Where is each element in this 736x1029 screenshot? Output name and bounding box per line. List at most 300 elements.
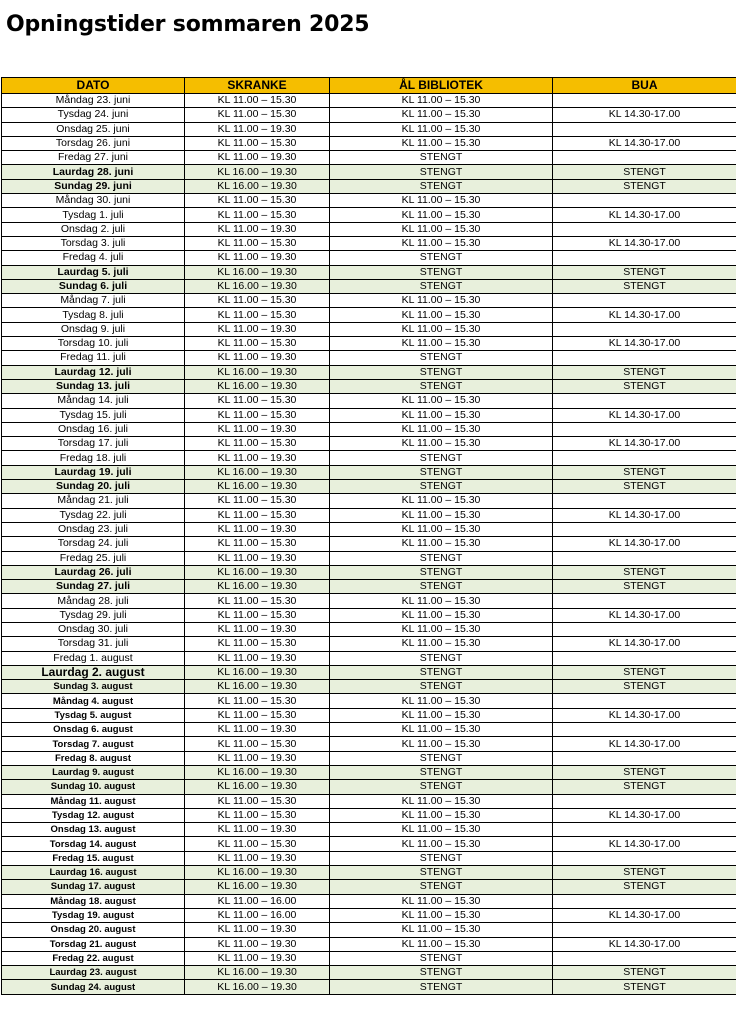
cell-date: Måndag 18. august	[2, 894, 185, 908]
table-row	[2, 837, 736, 851]
cell-al-bibliotek: STENGT	[330, 351, 553, 365]
cell-bua: STENGT	[553, 980, 736, 994]
cell-date: Fredag 27. juni	[2, 151, 185, 165]
cell-date: Torsdag 3. juli	[2, 236, 185, 250]
cell-date: Fredag 25. juli	[2, 551, 185, 565]
cell-al-bibliotek: STENGT	[330, 951, 553, 965]
cell-date: Tysdag 29. juli	[2, 608, 185, 622]
cell-date: Torsdag 14. august	[2, 837, 185, 851]
table-row	[2, 937, 736, 951]
cell-date: Sundag 27. juli	[2, 580, 185, 594]
cell-bua	[553, 122, 736, 136]
table-row	[2, 723, 736, 737]
table-row	[2, 737, 736, 751]
cell-skranke: KL 11.00 – 15.30	[185, 737, 330, 751]
table-row	[2, 394, 736, 408]
cell-skranke: KL 11.00 – 19.30	[185, 923, 330, 937]
cell-date: Torsdag 24. juli	[2, 537, 185, 551]
table-row	[2, 408, 736, 422]
cell-skranke: KL 11.00 – 19.30	[185, 751, 330, 765]
cell-al-bibliotek: STENGT	[330, 880, 553, 894]
cell-al-bibliotek: KL 11.00 – 15.30	[330, 537, 553, 551]
cell-date: Fredag 8. august	[2, 751, 185, 765]
cell-date: Onsdag 16. juli	[2, 422, 185, 436]
cell-al-bibliotek: KL 11.00 – 15.30	[330, 236, 553, 250]
table-row	[2, 966, 736, 980]
cell-bua	[553, 251, 736, 265]
cell-al-bibliotek: STENGT	[330, 551, 553, 565]
table-row	[2, 236, 736, 250]
cell-al-bibliotek: KL 11.00 – 15.30	[330, 94, 553, 108]
cell-skranke: KL 16.00 – 19.30	[185, 980, 330, 994]
cell-date: Sundag 20. juli	[2, 480, 185, 494]
cell-bua	[553, 494, 736, 508]
cell-date: Laurdag 2. august	[2, 665, 185, 679]
page-title: Opningstider sommaren 2025	[6, 12, 370, 37]
table-row	[2, 794, 736, 808]
cell-date: Laurdag 19. juli	[2, 465, 185, 479]
cell-skranke: KL 16.00 – 19.30	[185, 465, 330, 479]
cell-al-bibliotek: STENGT	[330, 165, 553, 179]
table-row	[2, 651, 736, 665]
cell-date: Måndag 14. juli	[2, 394, 185, 408]
cell-date: Sundag 13. juli	[2, 379, 185, 393]
cell-date: Sundag 10. august	[2, 780, 185, 794]
table-row	[2, 465, 736, 479]
cell-date: Tysdag 8. juli	[2, 308, 185, 322]
cell-al-bibliotek: KL 11.00 – 15.30	[330, 708, 553, 722]
cell-al-bibliotek: STENGT	[330, 565, 553, 579]
table-row	[2, 751, 736, 765]
cell-date: Måndag 21. juli	[2, 494, 185, 508]
cell-date: Måndag 11. august	[2, 794, 185, 808]
cell-date: Onsdag 23. juli	[2, 522, 185, 536]
cell-bua: KL 14.30-17.00	[553, 108, 736, 122]
cell-bua	[553, 551, 736, 565]
table-row	[2, 108, 736, 122]
table-row	[2, 637, 736, 651]
cell-date: Sundag 6. juli	[2, 279, 185, 293]
cell-al-bibliotek: STENGT	[330, 851, 553, 865]
cell-skranke: KL 11.00 – 15.30	[185, 208, 330, 222]
cell-bua: KL 14.30-17.00	[553, 908, 736, 922]
cell-date: Fredag 18. juli	[2, 451, 185, 465]
cell-al-bibliotek: KL 11.00 – 15.30	[330, 937, 553, 951]
cell-skranke: KL 11.00 – 19.30	[185, 222, 330, 236]
cell-date: Laurdag 9. august	[2, 765, 185, 779]
cell-bua: KL 14.30-17.00	[553, 236, 736, 250]
cell-al-bibliotek: STENGT	[330, 279, 553, 293]
cell-bua	[553, 151, 736, 165]
cell-date: Fredag 1. august	[2, 651, 185, 665]
cell-al-bibliotek: KL 11.00 – 15.30	[330, 494, 553, 508]
cell-bua	[553, 394, 736, 408]
cell-al-bibliotek: KL 11.00 – 15.30	[330, 194, 553, 208]
cell-bua: STENGT	[553, 966, 736, 980]
cell-bua: KL 14.30-17.00	[553, 337, 736, 351]
cell-skranke: KL 16.00 – 19.30	[185, 179, 330, 193]
cell-skranke: KL 11.00 – 15.30	[185, 508, 330, 522]
cell-al-bibliotek: STENGT	[330, 680, 553, 694]
table-row	[2, 251, 736, 265]
cell-skranke: KL 11.00 – 15.30	[185, 694, 330, 708]
cell-date: Laurdag 26. juli	[2, 565, 185, 579]
cell-date: Torsdag 21. august	[2, 937, 185, 951]
header-skranke: SKRANKE	[185, 78, 330, 94]
cell-al-bibliotek: KL 11.00 – 15.30	[330, 737, 553, 751]
table-row	[2, 337, 736, 351]
cell-date: Måndag 23. juni	[2, 94, 185, 108]
cell-skranke: KL 11.00 – 15.30	[185, 794, 330, 808]
cell-al-bibliotek: KL 11.00 – 15.30	[330, 208, 553, 222]
cell-al-bibliotek: STENGT	[330, 451, 553, 465]
cell-bua	[553, 422, 736, 436]
table-row	[2, 808, 736, 822]
cell-skranke: KL 16.00 – 19.30	[185, 365, 330, 379]
cell-date: Onsdag 20. august	[2, 923, 185, 937]
cell-date: Tysdag 5. august	[2, 708, 185, 722]
table-row	[2, 208, 736, 222]
table-row	[2, 580, 736, 594]
table-row	[2, 594, 736, 608]
cell-skranke: KL 16.00 – 19.30	[185, 665, 330, 679]
cell-skranke: KL 11.00 – 19.30	[185, 951, 330, 965]
table-row	[2, 708, 736, 722]
cell-skranke: KL 11.00 – 19.30	[185, 937, 330, 951]
cell-date: Sundag 29. juni	[2, 179, 185, 193]
table-row	[2, 136, 736, 150]
cell-skranke: KL 11.00 – 19.30	[185, 422, 330, 436]
cell-bua	[553, 451, 736, 465]
cell-date: Torsdag 10. juli	[2, 337, 185, 351]
cell-al-bibliotek: KL 11.00 – 15.30	[330, 222, 553, 236]
cell-bua	[553, 322, 736, 336]
cell-skranke: KL 11.00 – 15.30	[185, 808, 330, 822]
cell-al-bibliotek: KL 11.00 – 15.30	[330, 808, 553, 822]
cell-date: Tysdag 19. august	[2, 908, 185, 922]
cell-al-bibliotek: STENGT	[330, 151, 553, 165]
cell-al-bibliotek: STENGT	[330, 365, 553, 379]
cell-skranke: KL 16.00 – 19.30	[185, 265, 330, 279]
table-row	[2, 122, 736, 136]
cell-skranke: KL 11.00 – 15.30	[185, 236, 330, 250]
cell-bua	[553, 594, 736, 608]
cell-date: Laurdag 23. august	[2, 966, 185, 980]
cell-bua: STENGT	[553, 780, 736, 794]
table-row	[2, 480, 736, 494]
cell-bua: STENGT	[553, 265, 736, 279]
cell-al-bibliotek: STENGT	[330, 580, 553, 594]
table-row	[2, 537, 736, 551]
cell-date: Måndag 7. juli	[2, 294, 185, 308]
cell-al-bibliotek: KL 11.00 – 15.30	[330, 837, 553, 851]
cell-bua: KL 14.30-17.00	[553, 937, 736, 951]
table-row	[2, 351, 736, 365]
cell-bua	[553, 723, 736, 737]
cell-bua: STENGT	[553, 866, 736, 880]
cell-bua: KL 14.30-17.00	[553, 837, 736, 851]
table-row	[2, 165, 736, 179]
table-row	[2, 765, 736, 779]
cell-date: Onsdag 6. august	[2, 723, 185, 737]
table-row	[2, 94, 736, 108]
cell-date: Torsdag 31. juli	[2, 637, 185, 651]
cell-bua: STENGT	[553, 165, 736, 179]
cell-al-bibliotek: KL 11.00 – 15.30	[330, 823, 553, 837]
table-body	[2, 94, 736, 995]
cell-bua: STENGT	[553, 680, 736, 694]
cell-skranke: KL 11.00 – 19.30	[185, 351, 330, 365]
cell-skranke: KL 16.00 – 19.30	[185, 780, 330, 794]
cell-skranke: KL 16.00 – 19.30	[185, 680, 330, 694]
cell-al-bibliotek: KL 11.00 – 15.30	[330, 894, 553, 908]
table-row	[2, 694, 736, 708]
cell-bua	[553, 294, 736, 308]
cell-al-bibliotek: KL 11.00 – 15.30	[330, 422, 553, 436]
table-row	[2, 908, 736, 922]
cell-bua	[553, 351, 736, 365]
cell-al-bibliotek: STENGT	[330, 780, 553, 794]
cell-skranke: KL 16.00 – 19.30	[185, 279, 330, 293]
cell-skranke: KL 11.00 – 19.30	[185, 851, 330, 865]
cell-skranke: KL 11.00 – 15.30	[185, 837, 330, 851]
table-row	[2, 265, 736, 279]
table-row	[2, 279, 736, 293]
header-al-bibliotek: ÅL BIBLIOTEK	[330, 78, 553, 94]
table-row	[2, 880, 736, 894]
cell-date: Tysdag 12. august	[2, 808, 185, 822]
cell-bua	[553, 823, 736, 837]
cell-skranke: KL 11.00 – 19.30	[185, 151, 330, 165]
table-row	[2, 294, 736, 308]
table-row	[2, 980, 736, 994]
table-row	[2, 522, 736, 536]
table-row	[2, 608, 736, 622]
cell-bua: STENGT	[553, 580, 736, 594]
cell-skranke: KL 11.00 – 19.30	[185, 823, 330, 837]
cell-al-bibliotek: KL 11.00 – 15.30	[330, 408, 553, 422]
cell-al-bibliotek: STENGT	[330, 379, 553, 393]
cell-skranke: KL 11.00 – 15.30	[185, 608, 330, 622]
cell-al-bibliotek: KL 11.00 – 15.30	[330, 622, 553, 636]
cell-skranke: KL 11.00 – 15.30	[185, 637, 330, 651]
cell-al-bibliotek: STENGT	[330, 651, 553, 665]
cell-bua: STENGT	[553, 665, 736, 679]
table-row	[2, 622, 736, 636]
cell-skranke: KL 16.00 – 19.30	[185, 165, 330, 179]
cell-date: Torsdag 17. juli	[2, 437, 185, 451]
cell-al-bibliotek: KL 11.00 – 15.30	[330, 608, 553, 622]
header-bua: BUA	[553, 78, 736, 94]
cell-date: Sundag 17. august	[2, 880, 185, 894]
cell-al-bibliotek: STENGT	[330, 980, 553, 994]
cell-bua	[553, 222, 736, 236]
cell-al-bibliotek: STENGT	[330, 751, 553, 765]
cell-bua	[553, 94, 736, 108]
cell-skranke: KL 16.00 – 19.30	[185, 565, 330, 579]
table-row	[2, 551, 736, 565]
cell-bua	[553, 194, 736, 208]
cell-date: Onsdag 9. juli	[2, 322, 185, 336]
cell-date: Onsdag 13. august	[2, 823, 185, 837]
cell-skranke: KL 11.00 – 15.30	[185, 294, 330, 308]
cell-date: Måndag 4. august	[2, 694, 185, 708]
cell-al-bibliotek: STENGT	[330, 251, 553, 265]
cell-bua	[553, 923, 736, 937]
cell-bua: KL 14.30-17.00	[553, 136, 736, 150]
cell-al-bibliotek: KL 11.00 – 15.30	[330, 794, 553, 808]
cell-skranke: KL 11.00 – 19.30	[185, 322, 330, 336]
cell-al-bibliotek: KL 11.00 – 15.30	[330, 923, 553, 937]
cell-skranke: KL 11.00 – 15.30	[185, 537, 330, 551]
cell-bua	[553, 894, 736, 908]
cell-al-bibliotek: KL 11.00 – 15.30	[330, 694, 553, 708]
cell-date: Laurdag 16. august	[2, 866, 185, 880]
cell-bua	[553, 794, 736, 808]
cell-skranke: KL 11.00 – 15.30	[185, 594, 330, 608]
cell-bua: STENGT	[553, 480, 736, 494]
cell-bua: KL 14.30-17.00	[553, 808, 736, 822]
cell-al-bibliotek: KL 11.00 – 15.30	[330, 337, 553, 351]
cell-skranke: KL 16.00 – 19.30	[185, 880, 330, 894]
cell-date: Måndag 30. juni	[2, 194, 185, 208]
table-row	[2, 222, 736, 236]
cell-skranke: KL 11.00 – 15.30	[185, 194, 330, 208]
table-row	[2, 322, 736, 336]
cell-skranke: KL 16.00 – 19.30	[185, 580, 330, 594]
cell-al-bibliotek: STENGT	[330, 179, 553, 193]
cell-skranke: KL 11.00 – 15.30	[185, 108, 330, 122]
cell-date: Fredag 4. juli	[2, 251, 185, 265]
table-row	[2, 680, 736, 694]
cell-skranke: KL 11.00 – 19.30	[185, 251, 330, 265]
header-date: DATO	[2, 78, 185, 94]
cell-date: Sundag 3. august	[2, 680, 185, 694]
cell-date: Fredag 11. juli	[2, 351, 185, 365]
cell-skranke: KL 11.00 – 19.30	[185, 551, 330, 565]
cell-skranke: KL 11.00 – 15.30	[185, 437, 330, 451]
table-row	[2, 365, 736, 379]
table-row	[2, 665, 736, 679]
cell-skranke: KL 11.00 – 19.30	[185, 522, 330, 536]
table-header-row	[2, 78, 736, 94]
cell-al-bibliotek: STENGT	[330, 465, 553, 479]
table-row	[2, 308, 736, 322]
cell-date: Laurdag 12. juli	[2, 365, 185, 379]
table-row	[2, 494, 736, 508]
cell-date: Måndag 28. juli	[2, 594, 185, 608]
cell-al-bibliotek: KL 11.00 – 15.30	[330, 136, 553, 150]
cell-bua: KL 14.30-17.00	[553, 737, 736, 751]
cell-skranke: KL 11.00 – 19.30	[185, 122, 330, 136]
cell-al-bibliotek: KL 11.00 – 15.30	[330, 308, 553, 322]
cell-date: Sundag 24. august	[2, 980, 185, 994]
cell-skranke: KL 16.00 – 19.30	[185, 866, 330, 880]
cell-bua	[553, 651, 736, 665]
cell-al-bibliotek: KL 11.00 – 15.30	[330, 908, 553, 922]
cell-bua	[553, 622, 736, 636]
cell-bua: KL 14.30-17.00	[553, 708, 736, 722]
cell-skranke: KL 11.00 – 15.30	[185, 708, 330, 722]
cell-bua: KL 14.30-17.00	[553, 608, 736, 622]
cell-date: Tysdag 15. juli	[2, 408, 185, 422]
cell-bua: STENGT	[553, 880, 736, 894]
opening-hours-table	[1, 77, 736, 995]
cell-bua	[553, 951, 736, 965]
cell-al-bibliotek: KL 11.00 – 15.30	[330, 522, 553, 536]
cell-bua: KL 14.30-17.00	[553, 637, 736, 651]
cell-date: Tysdag 24. juni	[2, 108, 185, 122]
table-row	[2, 379, 736, 393]
cell-bua	[553, 851, 736, 865]
table-row	[2, 565, 736, 579]
cell-bua: STENGT	[553, 765, 736, 779]
table-row	[2, 923, 736, 937]
cell-skranke: KL 11.00 – 15.30	[185, 408, 330, 422]
cell-skranke: KL 16.00 – 19.30	[185, 765, 330, 779]
cell-skranke: KL 11.00 – 15.30	[185, 136, 330, 150]
cell-date: Onsdag 2. juli	[2, 222, 185, 236]
cell-bua: KL 14.30-17.00	[553, 437, 736, 451]
table-row	[2, 823, 736, 837]
cell-al-bibliotek: KL 11.00 – 15.30	[330, 394, 553, 408]
table-row	[2, 951, 736, 965]
cell-al-bibliotek: STENGT	[330, 866, 553, 880]
cell-date: Laurdag 28. juni	[2, 165, 185, 179]
cell-al-bibliotek: STENGT	[330, 765, 553, 779]
table-row	[2, 508, 736, 522]
cell-date: Onsdag 25. juni	[2, 122, 185, 136]
cell-skranke: KL 16.00 – 19.30	[185, 966, 330, 980]
cell-skranke: KL 11.00 – 19.30	[185, 651, 330, 665]
cell-skranke: KL 11.00 – 15.30	[185, 494, 330, 508]
cell-al-bibliotek: KL 11.00 – 15.30	[330, 594, 553, 608]
cell-skranke: KL 11.00 – 19.30	[185, 622, 330, 636]
table-row	[2, 780, 736, 794]
cell-skranke: KL 11.00 – 16.00	[185, 894, 330, 908]
table-row	[2, 851, 736, 865]
cell-bua: KL 14.30-17.00	[553, 308, 736, 322]
table-row	[2, 151, 736, 165]
cell-bua: STENGT	[553, 365, 736, 379]
cell-al-bibliotek: STENGT	[330, 480, 553, 494]
cell-al-bibliotek: STENGT	[330, 265, 553, 279]
cell-skranke: KL 11.00 – 15.30	[185, 394, 330, 408]
cell-bua: STENGT	[553, 379, 736, 393]
cell-date: Fredag 15. august	[2, 851, 185, 865]
table-row	[2, 451, 736, 465]
cell-skranke: KL 16.00 – 19.30	[185, 480, 330, 494]
cell-date: Tysdag 22. juli	[2, 508, 185, 522]
cell-bua: STENGT	[553, 565, 736, 579]
cell-al-bibliotek: KL 11.00 – 15.30	[330, 723, 553, 737]
table-row	[2, 866, 736, 880]
cell-al-bibliotek: KL 11.00 – 15.30	[330, 637, 553, 651]
cell-al-bibliotek: KL 11.00 – 15.30	[330, 122, 553, 136]
cell-al-bibliotek: KL 11.00 – 15.30	[330, 322, 553, 336]
cell-al-bibliotek: KL 11.00 – 15.30	[330, 108, 553, 122]
cell-date: Onsdag 30. juli	[2, 622, 185, 636]
cell-date: Fredag 22. august	[2, 951, 185, 965]
cell-date: Torsdag 26. juni	[2, 136, 185, 150]
cell-al-bibliotek: KL 11.00 – 15.30	[330, 437, 553, 451]
table-row	[2, 194, 736, 208]
cell-al-bibliotek: KL 11.00 – 15.30	[330, 508, 553, 522]
cell-bua: KL 14.30-17.00	[553, 208, 736, 222]
cell-skranke: KL 11.00 – 15.30	[185, 308, 330, 322]
cell-bua: KL 14.30-17.00	[553, 408, 736, 422]
table-row	[2, 437, 736, 451]
